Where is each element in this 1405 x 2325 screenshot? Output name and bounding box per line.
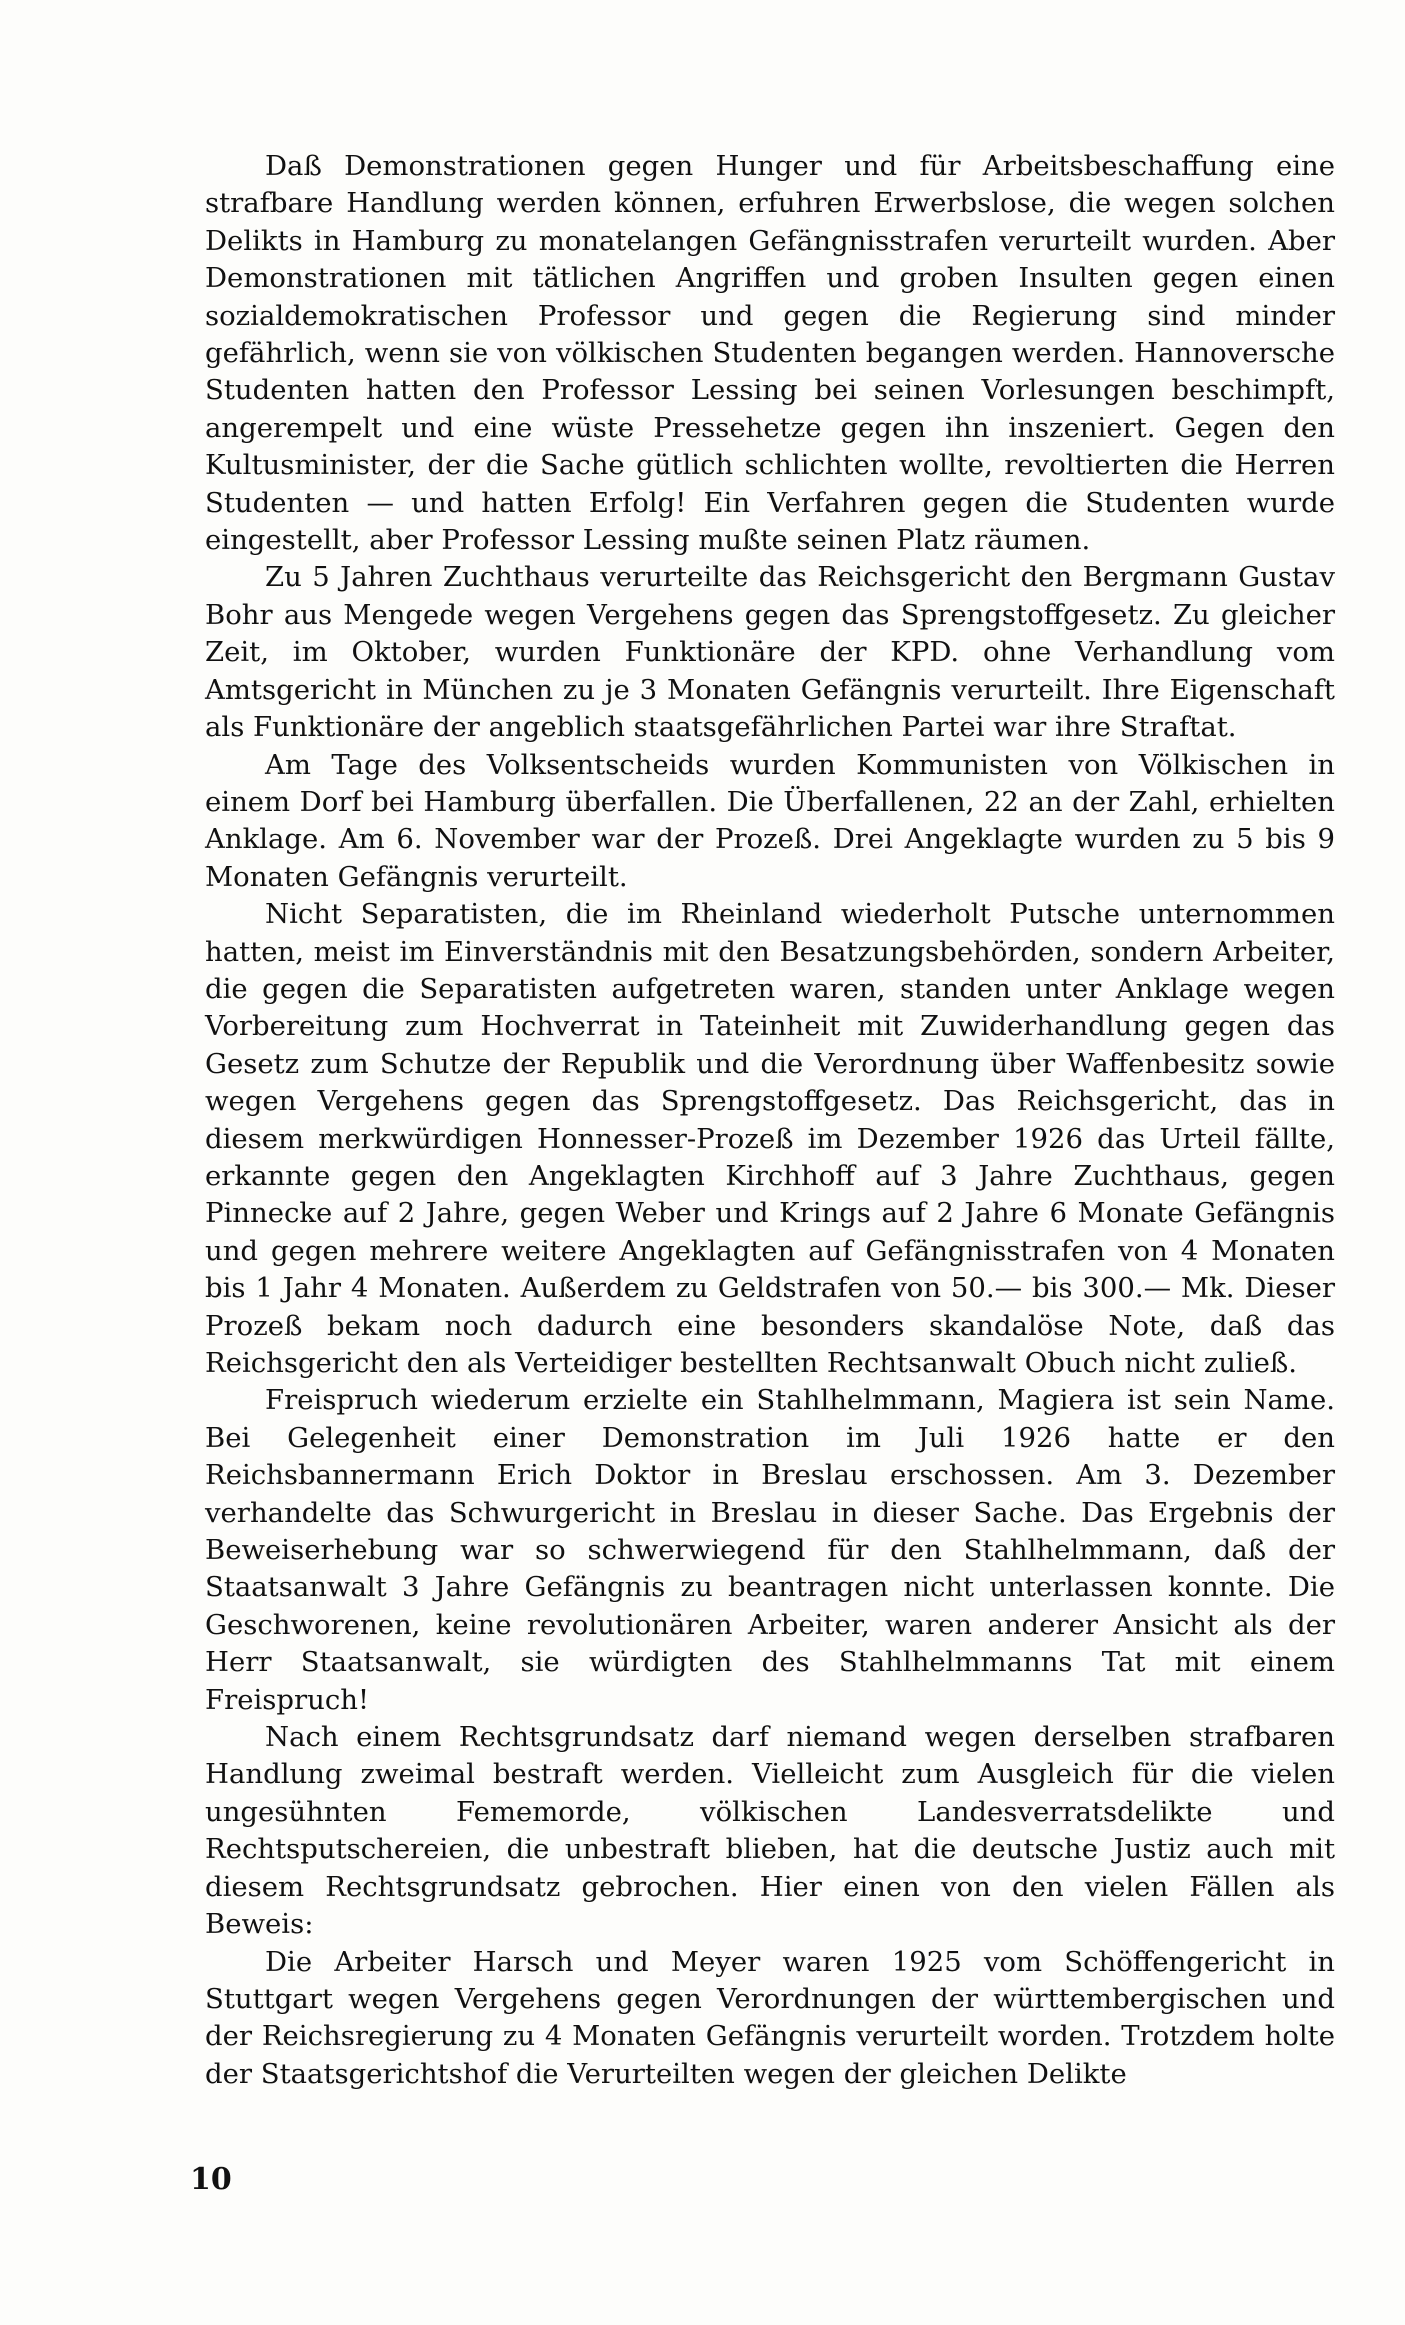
paragraph-separatisten: Nicht Separatisten, die im Rheinland wiederholt Putsche unternommen hatten, meist im Einverständnis mit den Besatzungsbehörden, sondern Arbeiter, die gegen die Separatisten aufgetreten waren, standen unter Anklage wegen Vorbereitung zum Hochverrat in Tateinheit mit Zuwiderhandlung gegen das Gesetz zum Schutze der Republik und die Verordnung über Waffenbesitz sowie wegen Vergehens gegen das Sprengstoffgesetz. Das Reichsgericht, das in diesem merkwürdigen Honnesser-Prozeß im Dezember 1926 das Urteil fällte, erkannte gegen den Angeklagten Kirchhoff auf 3 Jahre Zuchthaus, gegen Pinnecke auf 2 Jahre, gegen Weber und Krings auf 2 Jahre 6 Monate Gefängnis und gegen mehrere weitere Angeklagten auf Gefängnisstrafen von 4 Monaten bis 1 Jahr 4 Monaten. Außerdem zu Geldstrafen von 50.— bis 300.— Mk. Dieser Prozeß bekam noch dadurch eine besonders skandalöse Note, daß das Reichsgericht den als Verteidiger bestellten Rechtsanwalt Obuch nicht zuließ. bbox=[205, 898, 1335, 1379]
paragraph-freispruch: Freispruch wiederum erzielte ein Stahlhelmmann, Magiera ist sein Name. Bei Gelegenheit einer Demonstration im Juli 1926 hatte er den Reichsbannermann Erich Doktor in Breslau erschossen. Am 3. Dezember verhandelte das Schwurgericht in Breslau in dieser Sache. Das Ergebnis der Beweiserhebung war so schwerwiegend für den Stahlhelmmann, daß der Staatsanwalt 3 Jahre Gefängnis zu beantragen nicht unterlassen konnte. Die Geschworenen, keine revolutionären Arbeiter, waren anderer Ansicht als der Herr Staatsanwalt, sie würdigten des Stahlhelmmanns Tat mit einem Freispruch! bbox=[205, 1384, 1335, 1716]
paragraph-volksentscheid: Am Tage des Volksentscheids wurden Kommunisten von Völkischen in einem Dorf bei Hamburg überfallen. Die Überfallenen, 22 an der Zahl, erhielten Anklage. Am 6. November war der Prozeß. Drei Angeklagte wurden zu 5 bis 9 Monaten Gefängnis verurteilt. bbox=[205, 748, 1335, 893]
paragraph-demonstrations: Daß Demonstrationen gegen Hunger und für Arbeitsbeschaffung eine strafbare Handlung werden können, erfuhren Erwerbslose, die wegen solchen Delikts in Hamburg zu monatelangen Gefängnisstrafen verurteilt wurden. Aber Demonstrationen mit tätlichen Angriffen und groben Insulten gegen einen sozialdemokratischen Professor und gegen die Regierung sind minder gefährlich, wenn sie von völkischen Studenten begangen werden. Hannoversche Studenten hatten den Professor Lessing bei seinen Vorlesungen beschimpft, angerempelt und eine wüste Pressehetze gegen ihn inszeniert. Gegen den Kultusminister, der die Sache gütlich schlichten wollte, revoltierten die Herren Studenten — und hatten Erfolg! Ein Verfahren gegen die Studenten wurde eingestellt, aber Professor Lessing mußte seinen Platz räumen. bbox=[205, 150, 1335, 557]
page-number: 10 bbox=[190, 2162, 232, 2197]
paragraph-zuchthaus-bohr: Zu 5 Jahren Zuchthaus verurteilte das Reichsgericht den Bergmann Gustav Bohr aus Mengede wegen Vergehens gegen das Sprengstoffgesetz. Zu gleicher Zeit, im Oktober, wurden Funktionäre der KPD. ohne Verhandlung vom Amtsgericht in München zu je 3 Monaten Gefängnis verurteilt. Ihre Eigenschaft als Funktionäre der angeblich staatsgefährlichen Partei war ihre Straftat. bbox=[205, 561, 1335, 744]
body-text bbox=[205, 148, 1335, 2093]
paragraph-rechtsgrundsatz: Nach einem Rechtsgrundsatz darf niemand wegen derselben strafbaren Handlung zweimal bestraft werden. Vielleicht zum Ausgleich für die vielen ungesühnten Fememorde, völkischen Landesverratsdelikte und Rechtsputschereien, die unbestraft blieben, hat die deutsche Justiz auch mit diesem Rechtsgrundsatz gebrochen. Hier einen von den vielen Fällen als Beweis: bbox=[205, 1721, 1335, 1941]
paragraph-harsch-meyer: Die Arbeiter Harsch und Meyer waren 1925 vom Schöffengericht in Stuttgart wegen Vergehens gegen Verordnungen der württembergischen und der Reichsregierung zu 4 Monaten Gefängnis verurteilt worden. Trotzdem holte der Staatsgerichtshof die Verurteilten wegen der gleichen Delikte bbox=[205, 1945, 1335, 2090]
